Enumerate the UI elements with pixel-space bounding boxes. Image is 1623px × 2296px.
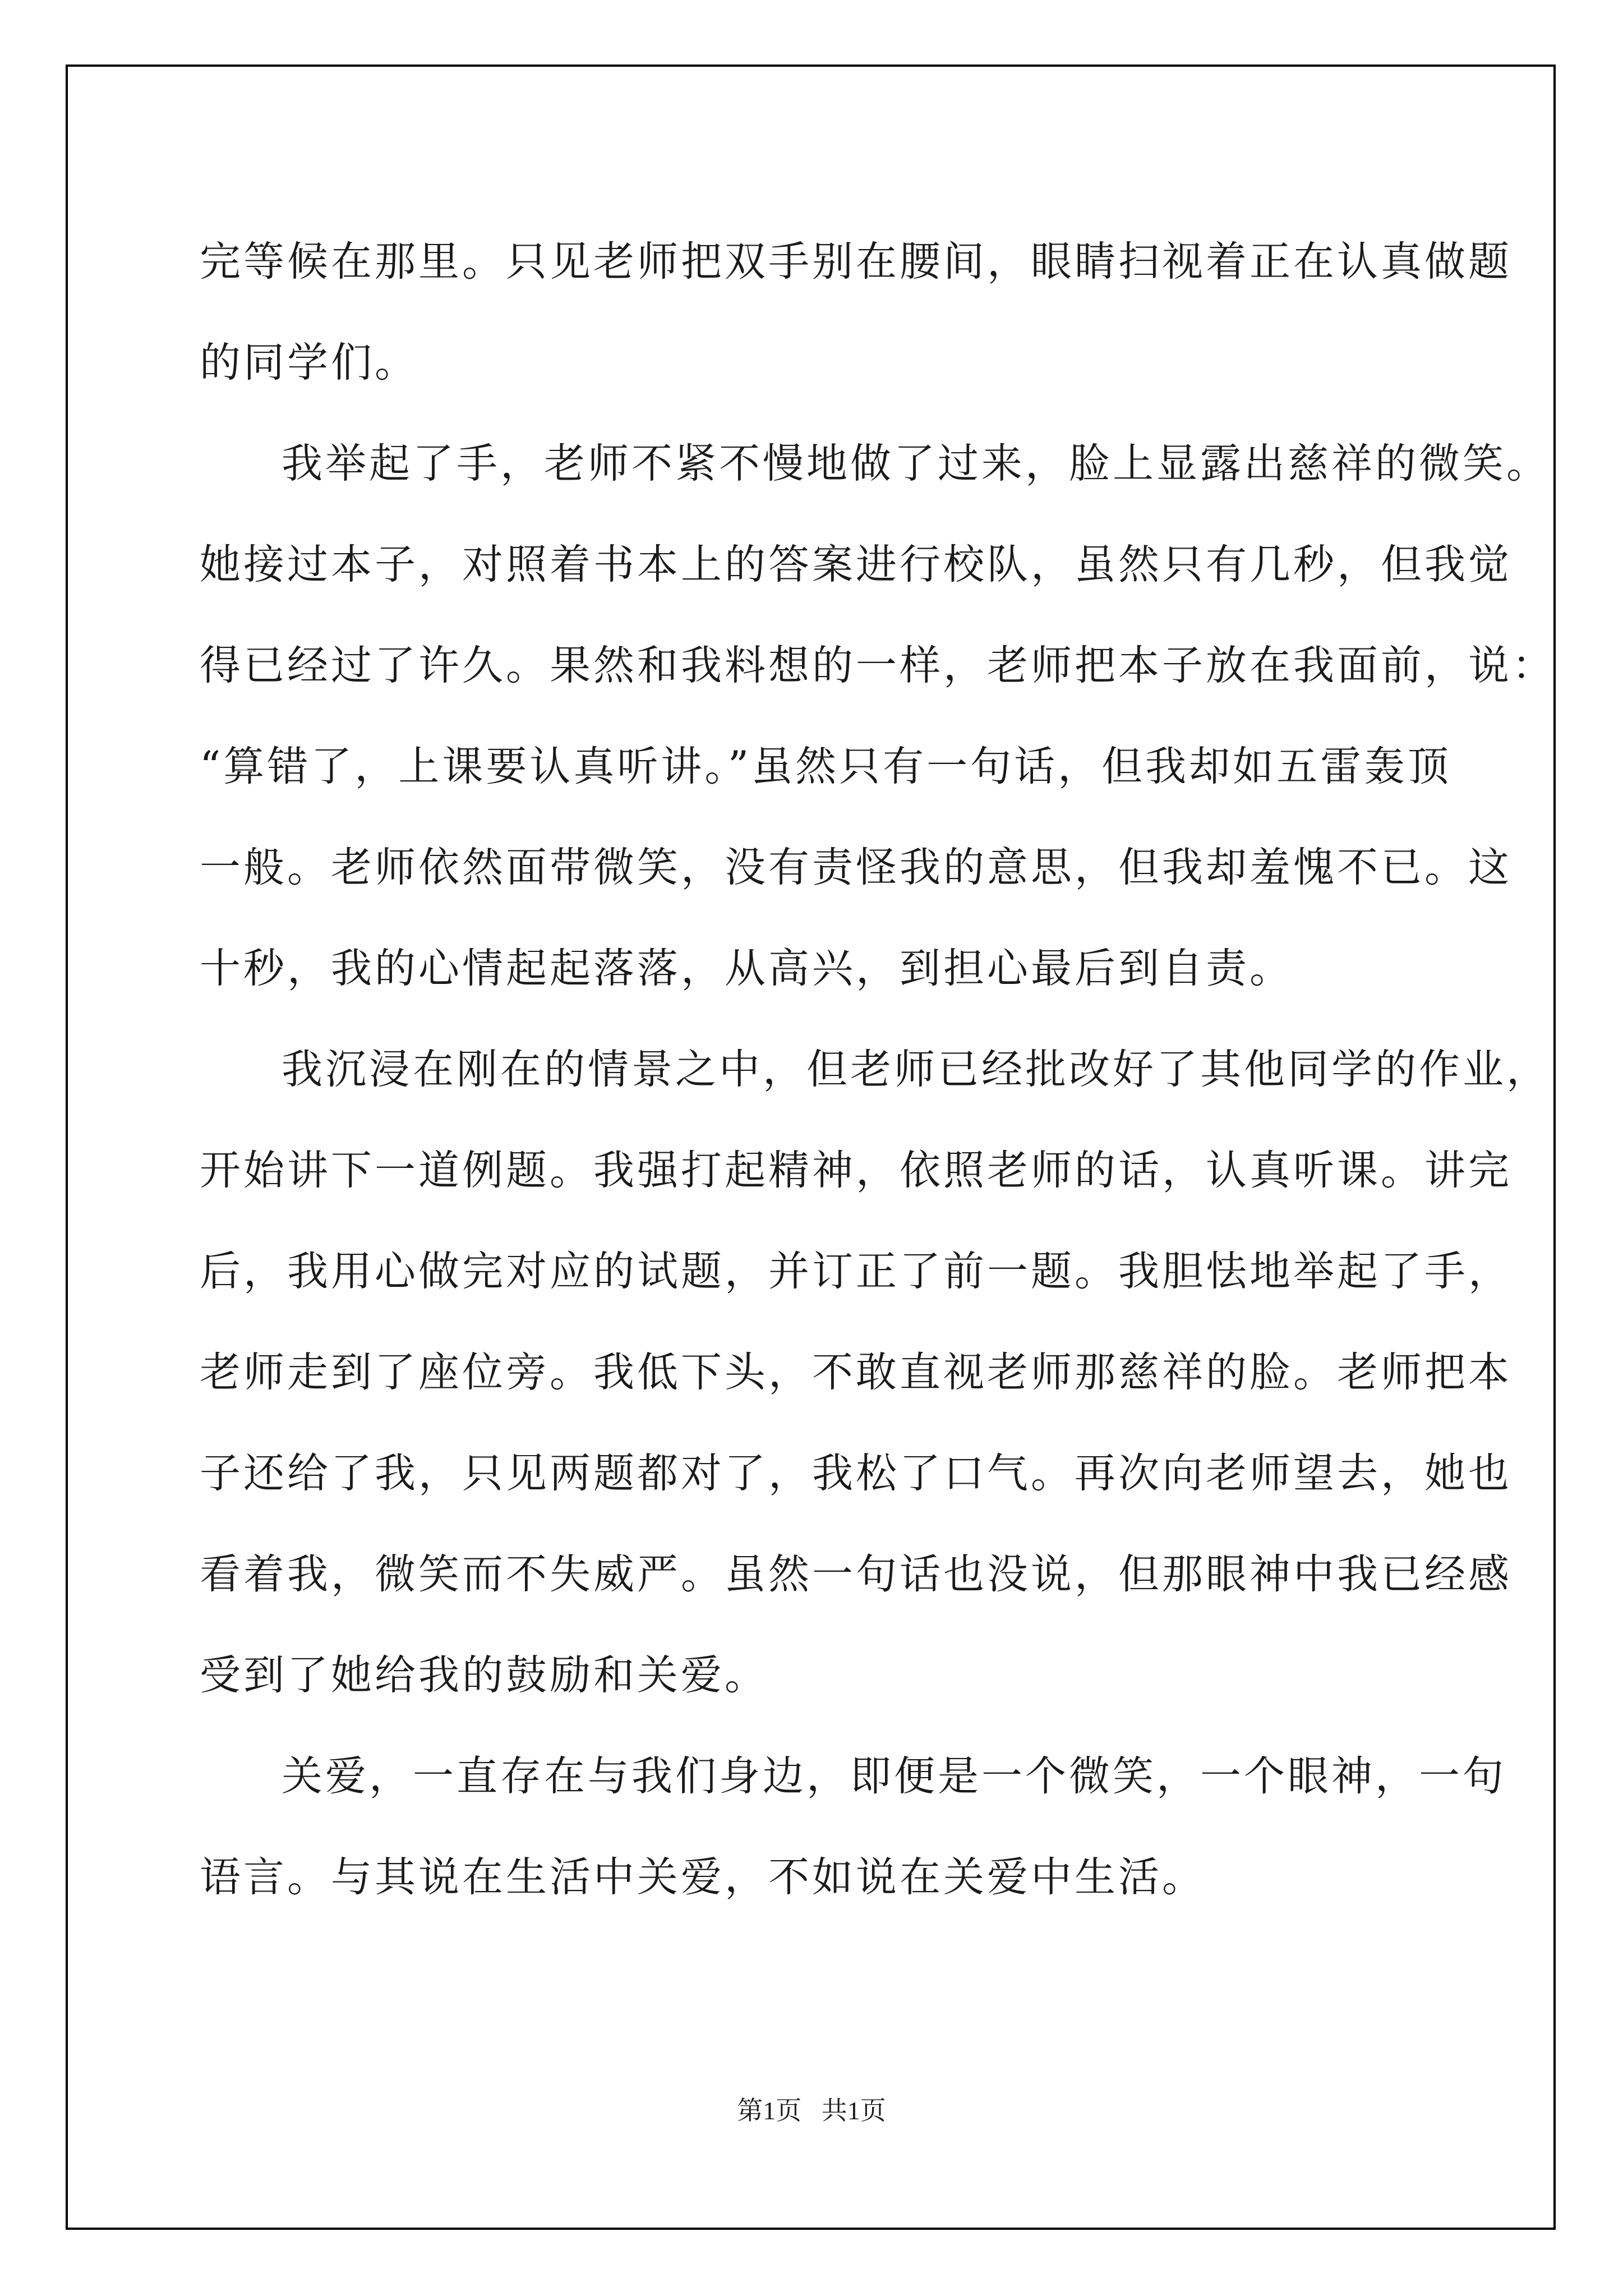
text-line: 后，我用心做完对应的试题，并订正了前一题。我胆怯地举起了手， — [200, 1248, 1512, 1295]
total-pages: 共1页 — [821, 2096, 886, 2125]
text-line: 我举起了手，老师不紧不慢地做了过来，脸上显露出慈祥的微笑。 — [282, 440, 1550, 487]
text-line: 关爱，一直存在与我们身边，即便是一个微笑，一个眼神，一句 — [282, 1752, 1506, 1800]
paragraph — [200, 1726, 1506, 1928]
text-line: 看着我，微笑而不失威严。虽然一句话也没说，但那眼神中我已经感 — [200, 1550, 1512, 1598]
text-line: 一般。老师依然面带微笑，没有责怪我的意思，但我却羞愧不已。这 — [200, 844, 1512, 891]
paragraph — [200, 211, 1512, 413]
text-line: 受到了她给我的鼓励和关爱。 — [200, 1651, 768, 1699]
paragraph — [200, 1019, 1550, 1726]
text-line: 十秒，我的心情起起落落，从高兴，到担心最后到自责。 — [200, 945, 1293, 992]
text-line: 得已经过了许久。果然和我料想的一样，老师把本子放在我面前，说： — [200, 642, 1556, 689]
text-line: 子还给了我，只见两题都对了，我松了口气。再次向老师望去，她也 — [200, 1450, 1512, 1497]
text-line: 她接过本子，对照着书本上的答案进行校队，虽然只有几秒，但我觉 — [200, 541, 1512, 588]
text-line: 我沉浸在刚在的情景之中，但老师已经批改好了其他同学的作业， — [282, 1046, 1550, 1093]
document-body — [200, 211, 1556, 1928]
paragraph — [200, 413, 1556, 1019]
text-line: 开始讲下一道例题。我强打起精神，依照老师的话，认真听课。讲完 — [200, 1147, 1512, 1194]
text-line: “算错了，上课要认真听讲。”虽然只有一句话，但我却如五雷轰顶 — [200, 743, 1452, 790]
page-number: 第1页 — [737, 2096, 802, 2125]
text-line: 完等候在那里。只见老师把双手别在腰间，眼睛扫视着正在认真做题 — [200, 238, 1512, 286]
text-line: 的同学们。 — [200, 339, 418, 386]
page-footer — [0, 2090, 1623, 2127]
text-line: 老师走到了座位旁。我低下头，不敢直视老师那慈祥的脸。老师把本 — [200, 1349, 1512, 1396]
text-line: 语言。与其说在生活中关爱，不如说在关爱中生活。 — [200, 1853, 1206, 1901]
